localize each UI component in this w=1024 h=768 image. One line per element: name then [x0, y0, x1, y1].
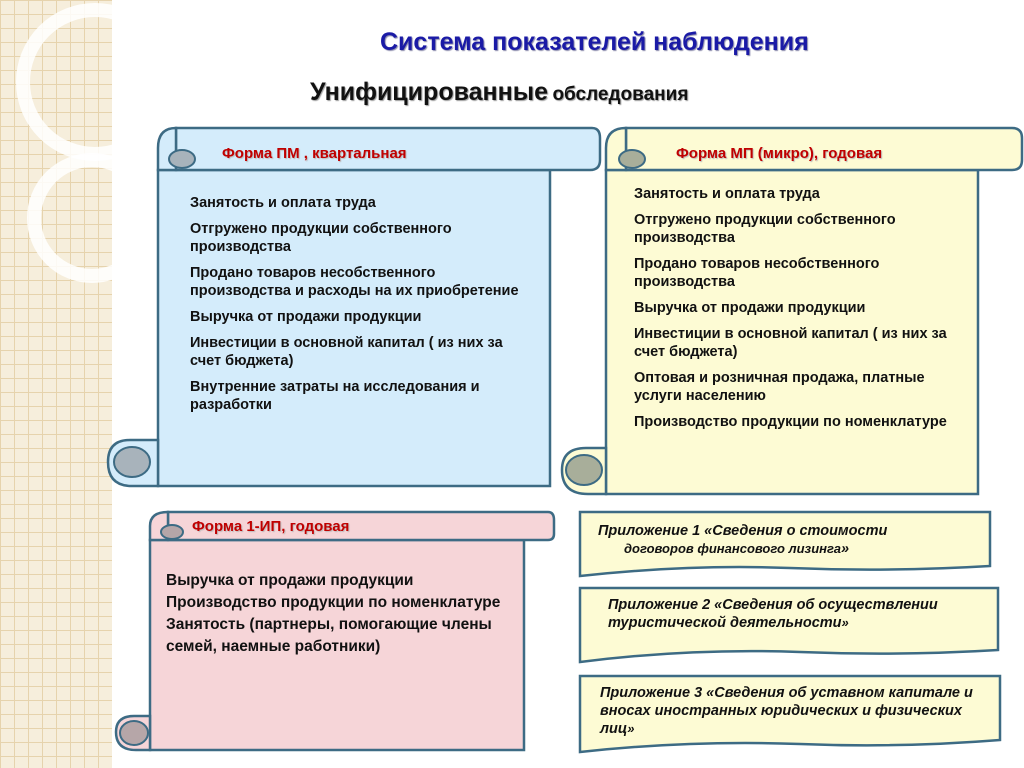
appendix-2	[608, 596, 988, 632]
appendix-2-prefix: Приложение 2 «	[608, 597, 723, 613]
list-item: Инвестиции в основной капитал ( из них за счет бюджета)	[634, 326, 947, 360]
appendix-3-prefix: Приложение 3 «	[600, 685, 715, 701]
appendix-3	[600, 684, 992, 738]
list-item: Оптовая и розничная продажа, платные услуги населению	[634, 370, 925, 404]
list-item: Внутренние затраты на исследования и разработки	[190, 379, 480, 413]
subtitle-main: Унифицированные	[310, 78, 548, 106]
list-item: Продано товаров несобственного производства и расходы на их приобретение	[190, 265, 519, 299]
list-item: Производство продукции по номенклатуре	[634, 414, 947, 430]
appendix-2-close: »	[841, 615, 849, 630]
form-mp-title: Форма МП (микро), годовая	[676, 145, 883, 162]
list-item: Занятость и оплата труда	[190, 195, 376, 211]
list-item: Выручка от продажи продукции	[166, 572, 414, 589]
appendix-1-close: »	[840, 541, 850, 557]
appendix-3-close: »	[627, 721, 635, 736]
list-item: Инвестиции в основной капитал ( из них за счет бюджета)	[190, 335, 503, 369]
list-item: Отгружено продукции собственного производства	[190, 221, 452, 255]
form-pm-list	[190, 194, 520, 422]
page-title: Система показателей наблюдения	[380, 28, 809, 56]
appendix-2-text: Сведения об осуществлении туристической деятельности	[608, 597, 938, 631]
list-item: Выручка от продажи продукции	[190, 309, 422, 325]
list-item: Занятость и оплата труда	[634, 186, 820, 202]
appendix-1-text: договоров финансового лизинга	[624, 541, 841, 556]
form-mp-list	[634, 185, 970, 439]
list-item: Производство продукции по номенклатуре	[166, 594, 501, 611]
form-ip-list	[166, 570, 506, 658]
appendix-1	[598, 522, 982, 558]
list-item: Продано товаров несобственного производства	[634, 256, 880, 290]
form-pm-title: Форма ПМ , квартальная	[222, 145, 407, 162]
form-ip-title: Форма 1-ИП, годовая	[192, 518, 350, 535]
list-item: Отгружено продукции собственного производства	[634, 212, 896, 246]
appendix-1-prefix: Приложение 1 «Сведения о стоимости	[598, 523, 888, 539]
list-item: Занятость (партнеры, помогающие члены семей, наемные работники)	[166, 616, 492, 655]
appendix-3-text: Сведения об уставном капитале и вносах иностранных юридических и физических лиц	[600, 685, 973, 737]
list-item: Выручка от продажи продукции	[634, 300, 866, 316]
subtitle-rest: обследования	[552, 84, 689, 105]
